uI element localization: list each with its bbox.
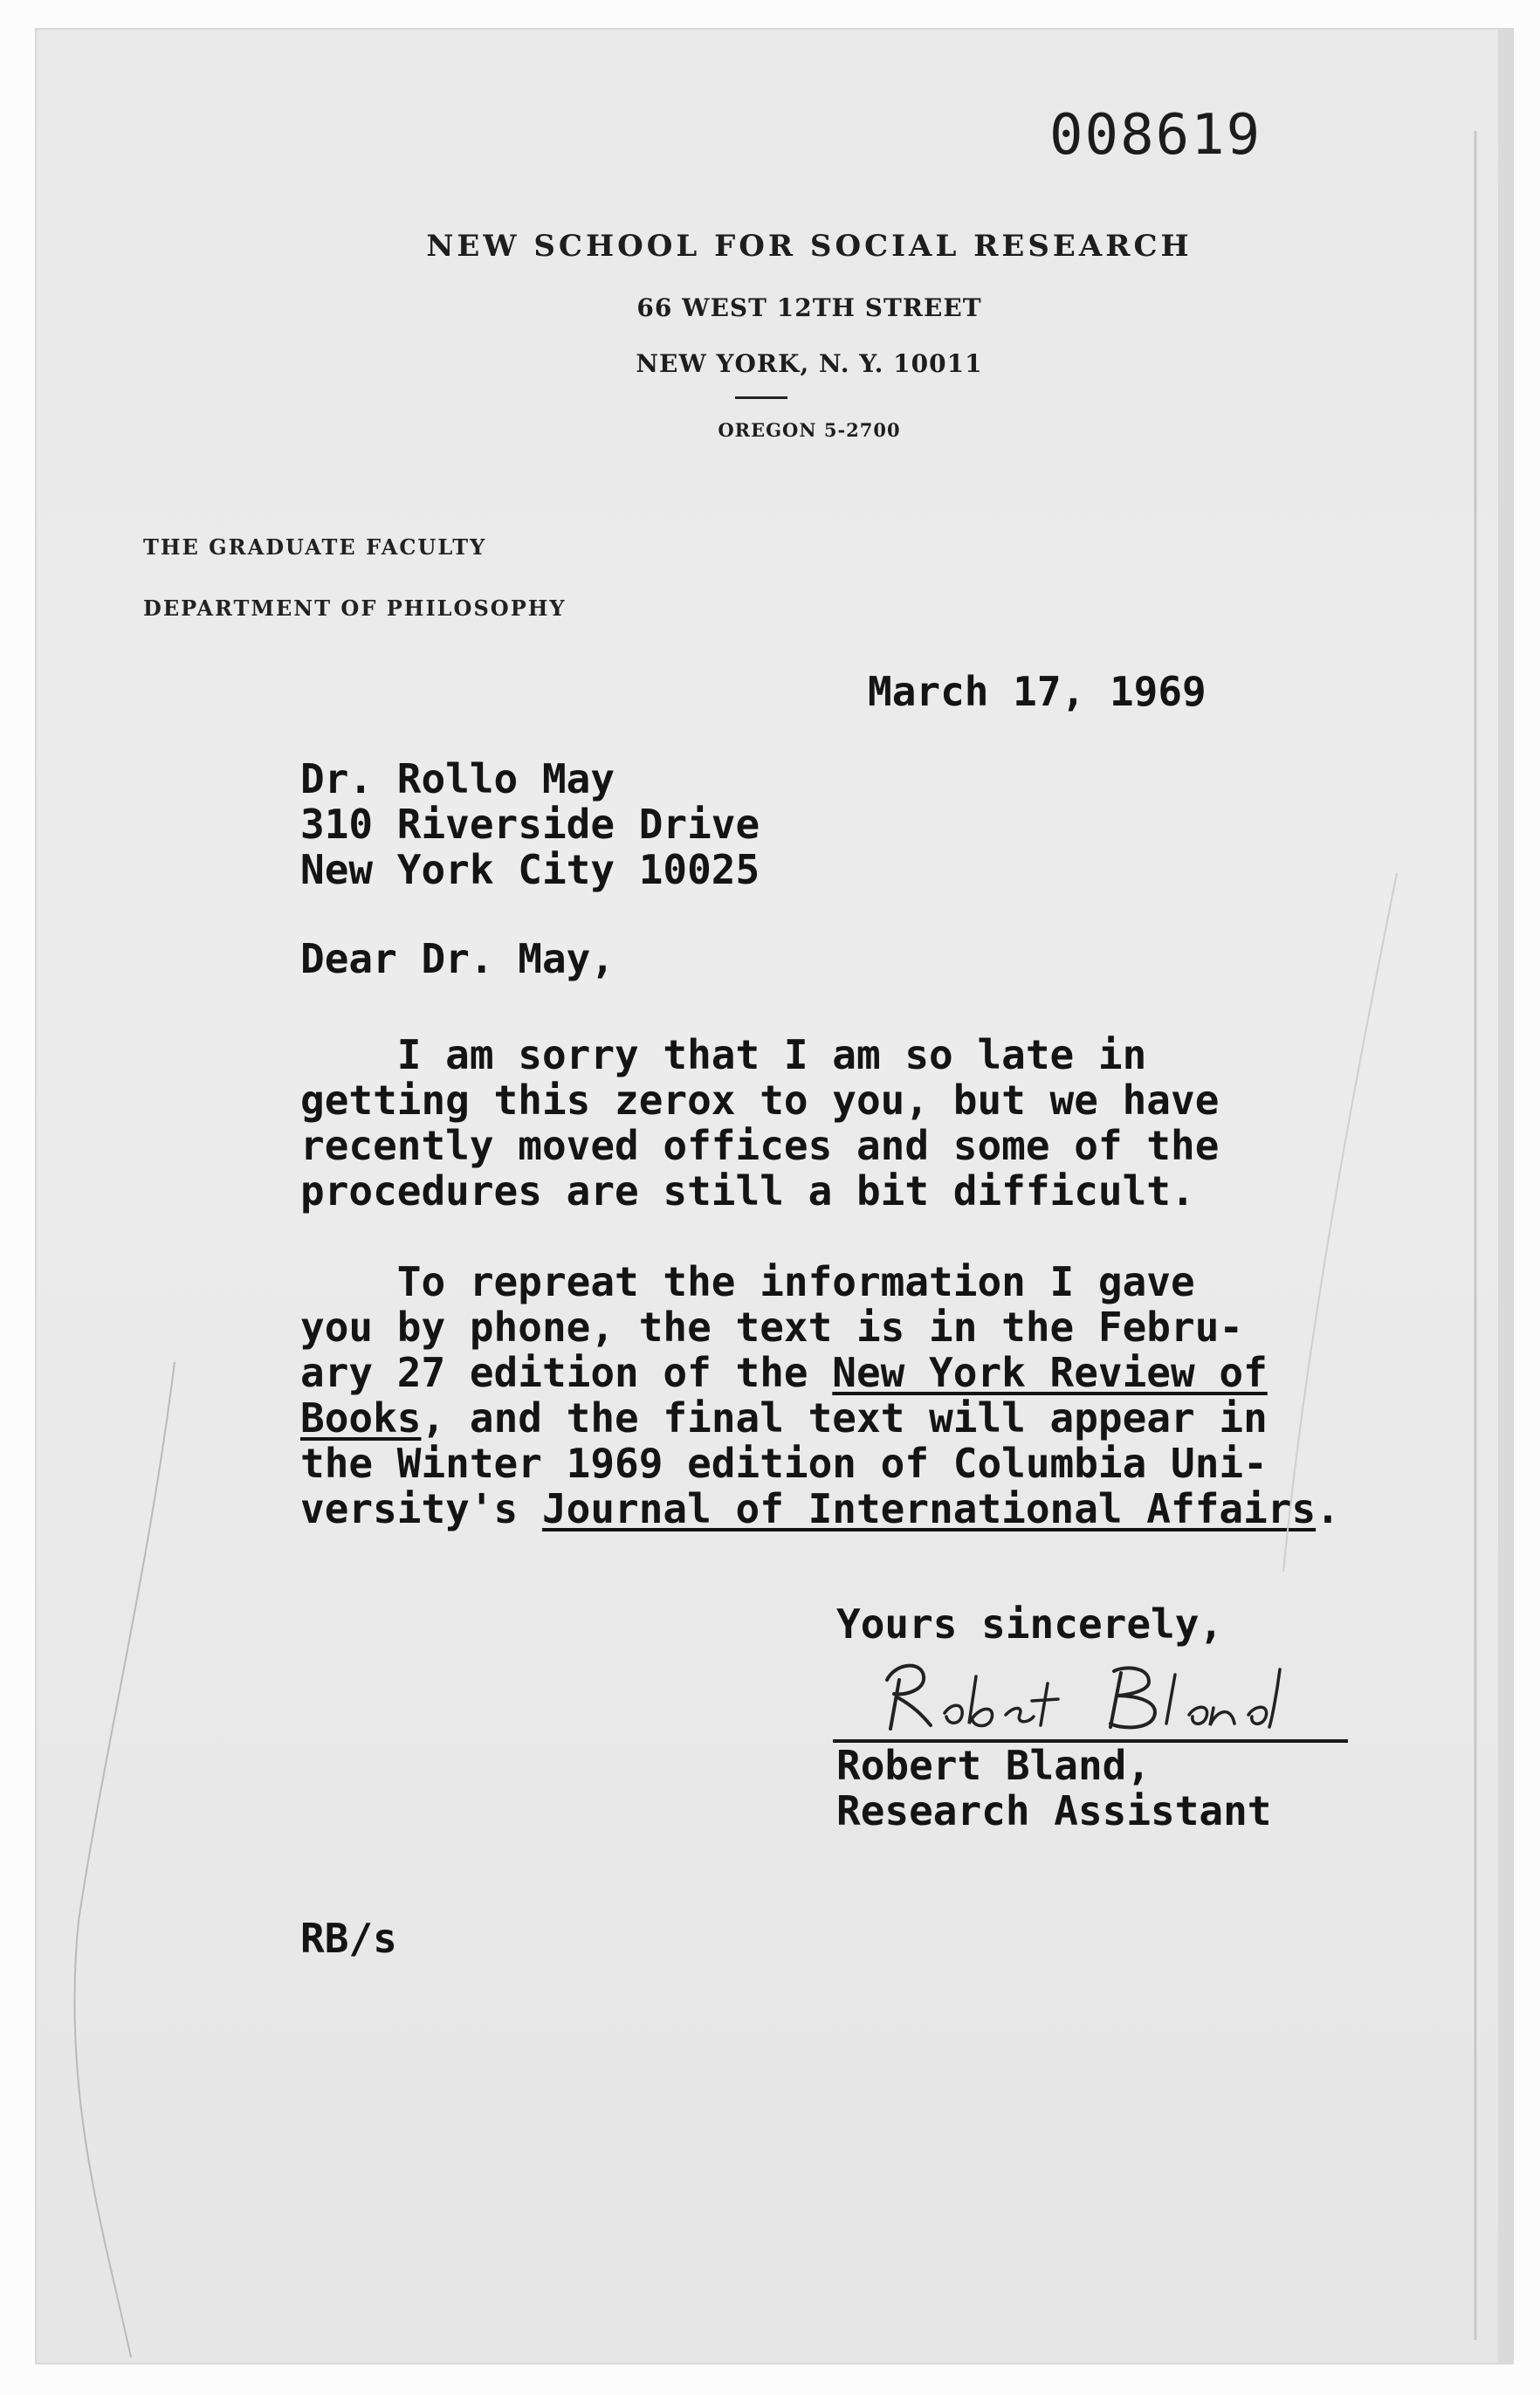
paragraph-1-line: procedures are still a bit difficult. <box>300 1167 1195 1215</box>
department-name: DEPARTMENT OF PHILOSOPHY <box>143 595 567 621</box>
signer-name: Robert Bland, <box>836 1742 1152 1789</box>
letter-page <box>37 30 1512 2363</box>
department-faculty: THE GRADUATE FACULTY <box>143 534 487 560</box>
paragraph-2 <box>300 1259 1340 1531</box>
letterhead-city: NEW YORK, N. Y. 10011 <box>636 349 983 378</box>
paragraph-1-line: I am sorry that I am so late in <box>300 1031 1147 1078</box>
publication-title-nyrb-cont: Books <box>300 1394 422 1442</box>
typist-initials: RB/s <box>300 1915 397 1962</box>
recipient-city: New York City 10025 <box>300 846 760 893</box>
paragraph-2-line: versity's <box>300 1485 542 1532</box>
paragraph-2-line: . <box>1316 1485 1340 1532</box>
recipient-name: Dr. Rollo May <box>300 755 615 802</box>
publication-title-nyrb: New York Review of <box>832 1349 1268 1396</box>
letter-date: March 17, 1969 <box>868 668 1207 715</box>
document-number: 008619 <box>1049 103 1262 168</box>
signer-title: Research Assistant <box>836 1787 1272 1834</box>
letterhead-phone: OREGON 5-2700 <box>718 419 901 441</box>
letterhead-organization: NEW SCHOOL FOR SOCIAL RESEARCH <box>426 229 1193 264</box>
paragraph-1 <box>300 1032 1219 1214</box>
letterhead-divider <box>735 396 787 399</box>
paragraph-1-line: recently moved offices and some of the <box>300 1122 1220 1169</box>
paragraph-2-line: the Winter 1969 edition of Columbia Uni- <box>300 1440 1268 1487</box>
paragraph-2-line: , and the final text will appear in <box>421 1394 1268 1442</box>
paragraph-2-line: ary 27 edition of the <box>300 1349 833 1396</box>
handwritten-signature <box>861 1645 1367 1741</box>
paragraph-2-line: To repreat the information I gave <box>300 1258 1195 1305</box>
publication-title-jia: Journal of International Affairs <box>541 1485 1317 1532</box>
closing: Yours sincerely, <box>836 1600 1224 1648</box>
letterhead-street: 66 WEST 12TH STREET <box>636 293 982 322</box>
paragraph-1-line: getting this zerox to you, but we have <box>300 1077 1220 1124</box>
paragraph-2-line: you by phone, the text is in the Febru- <box>300 1304 1244 1351</box>
recipient-street: 310 Riverside Drive <box>300 801 760 848</box>
salutation: Dear Dr. May, <box>300 935 615 982</box>
